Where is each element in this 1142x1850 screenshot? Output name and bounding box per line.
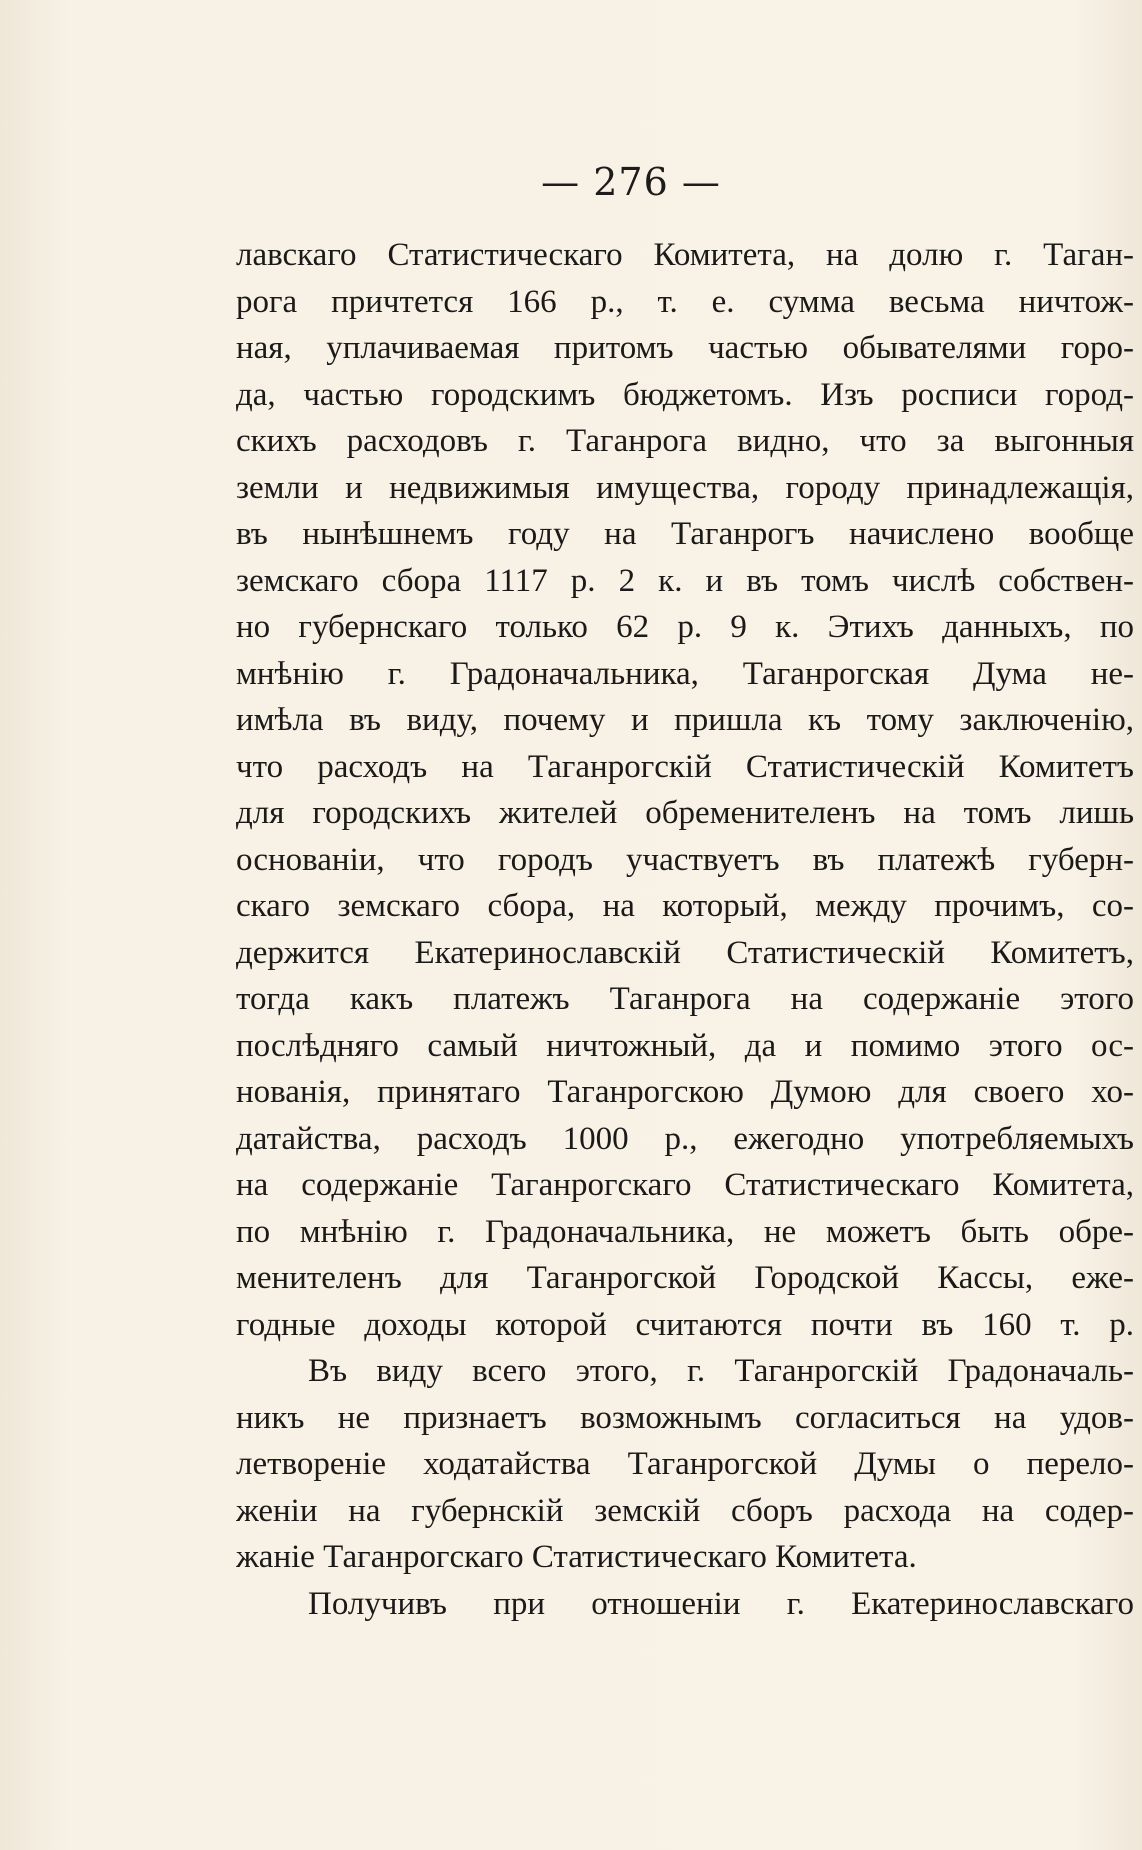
body-text — [236, 232, 1134, 1627]
text-line: Въ виду всего этого, г. Таганрогскій Градоначаль- — [308, 1353, 1134, 1389]
text-line: да, частью городскимъ бюджетомъ. Изъ росписи город- — [236, 376, 1134, 413]
text-line: рога причтется 166 р., т. е. сумма весьма ничтож- — [236, 283, 1134, 320]
text-line: менителенъ для Таганрогской Городской Кассы, еже- — [236, 1260, 1134, 1296]
page-number: — 276 — — [541, 160, 721, 204]
text-line: тогда какъ платежъ Таганрога на содержаніе этого — [236, 981, 1134, 1017]
text-line: что расходъ на Таганрогскій Статистическій Комитетъ — [236, 748, 1134, 785]
text-line: по мнѣнію г. Градоначальника, не можетъ быть обре- — [236, 1213, 1134, 1250]
text-line: лавскаго Статистическаго Комитета, на долю г. Таган- — [236, 237, 1134, 273]
text-line: земли и недвижимыя имущества, городу принадлежащія, — [236, 469, 1134, 506]
text-line: земскаго сбора 1117 р. 2 к. и въ томъ числѣ собствен- — [236, 562, 1134, 599]
text-line: имѣла въ виду, почему и пришла къ тому заключенію, — [236, 702, 1134, 738]
text-line: датайства, расходъ 1000 р., ежегодно употребляемыхъ — [236, 1120, 1134, 1157]
text-line: Получивъ при отношеніи г. Екатеринославскаго — [308, 1585, 1134, 1622]
text-line: нованія, принятаго Таганрогскою Думою для своего хо- — [236, 1074, 1134, 1110]
text-line: мнѣнію г. Градоначальника, Таганрогская Дума не- — [236, 655, 1134, 692]
text-line: но губернскаго только 62 р. 9 к. Этихъ данныхъ, по — [236, 609, 1134, 645]
text-line: жаніе Таганрогскаго Статистическаго Комитета. — [236, 1539, 917, 1575]
text-line: держится Екатеринославскій Статистическій Комитетъ, — [236, 934, 1134, 971]
text-line: годные доходы которой считаются почти въ 160 т. р. — [236, 1306, 1134, 1343]
text-line: скихъ расходовъ г. Таганрога видно, что за выгонныя — [236, 423, 1134, 459]
text-line: основаніи, что городъ участвуетъ въ платежѣ губерн- — [236, 841, 1134, 878]
text-line: никъ не признаетъ возможнымъ согласиться на удов- — [236, 1399, 1134, 1436]
text-line: для городскихъ жителей обременителенъ на томъ лишь — [236, 795, 1134, 831]
text-line: послѣдняго самый ничтожный, да и помимо этого ос- — [236, 1027, 1134, 1064]
text-line: скаго земскаго сбора, на который, между прочимъ, со- — [236, 888, 1134, 924]
text-line: на содержаніе Таганрогскаго Статистическаго Комитета, — [236, 1167, 1134, 1203]
text-line: женіи на губернскій земскій сборъ расхода на содер- — [236, 1492, 1134, 1529]
text-line: въ нынѣшнемъ году на Таганрогъ начислено вообще — [236, 516, 1134, 552]
text-line: летвореніе ходатайства Таганрогской Думы о перело- — [236, 1446, 1134, 1482]
text-line: ная, уплачиваемая притомъ частью обывателями горо- — [236, 330, 1134, 366]
